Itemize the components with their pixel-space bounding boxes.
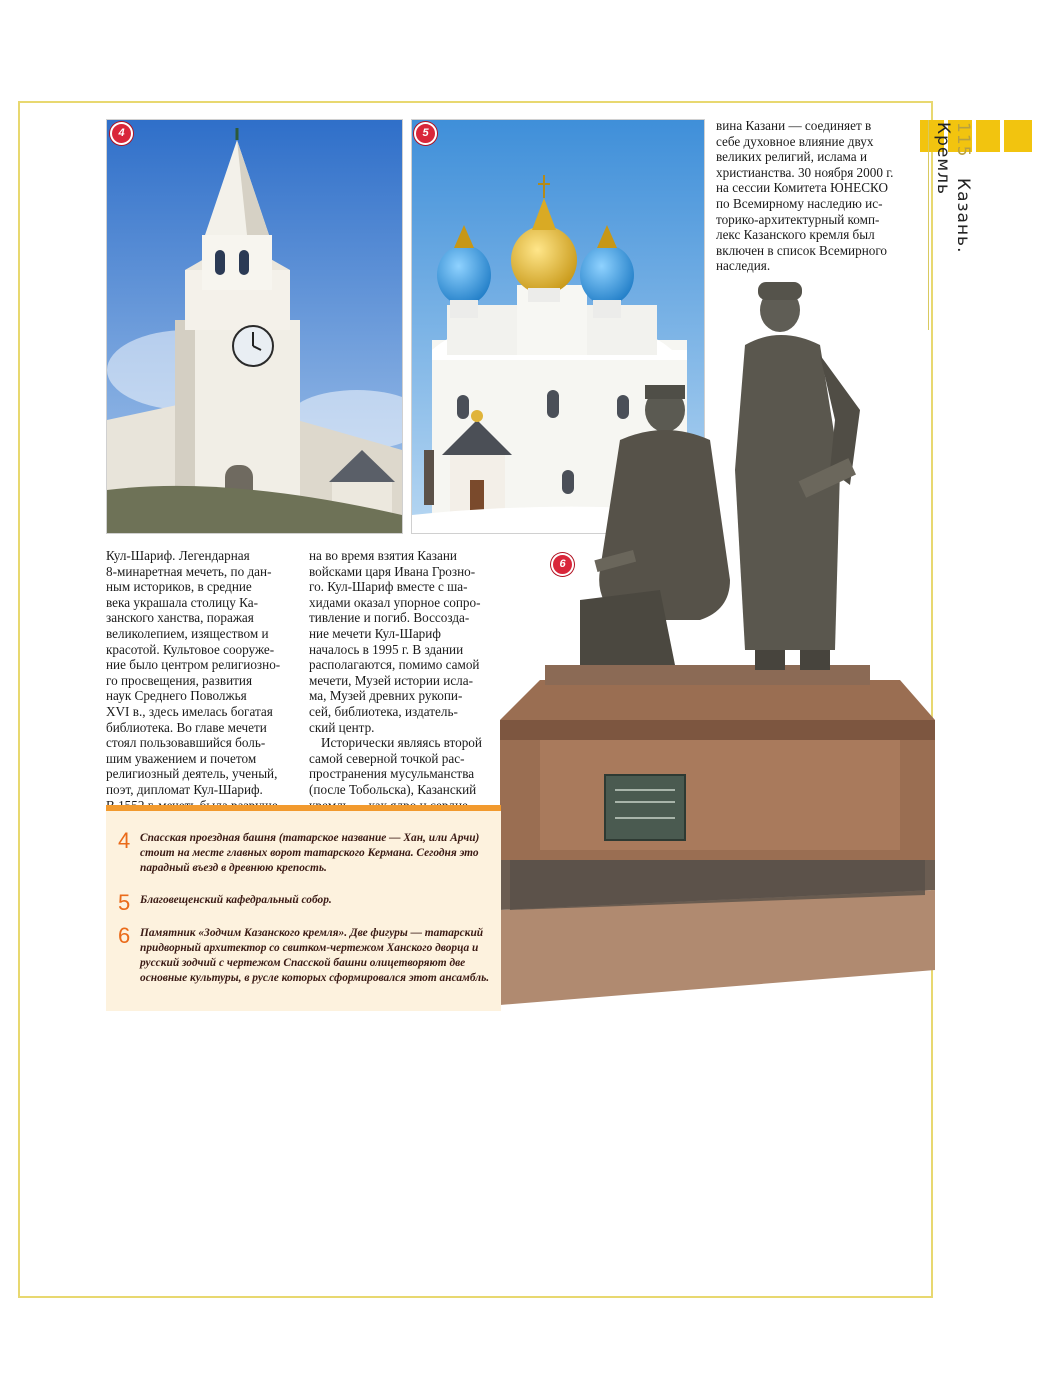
text-line: 8-минаретная мечеть, по дан- [106, 563, 272, 579]
photo-badge-6: 6 [551, 553, 574, 576]
caption-text: Спасская проездная башня (татарское название — Хан, или Арчи) стоит на месте главных ворот татарского Кермана. Сегодня это парадный въезд в древнюю крепость. [140, 832, 480, 874]
text-line: ние мечети Кул-Шариф [309, 625, 441, 641]
text-line: на во время взятия Казани [309, 548, 457, 563]
text-line: века украшала столицу Ка- [106, 594, 258, 610]
text-line: началось в 1995 г. В здании [309, 641, 464, 657]
text-line: войсками царя Ивана Грозно- [309, 563, 476, 579]
text-line: XVI в., здесь имелась богатая [106, 703, 273, 719]
text-line: го. Кул-Шариф вместе с ша- [309, 579, 468, 595]
text-column-1 [106, 548, 301, 813]
caption-item-5 [118, 890, 490, 915]
text-line: поэт, дипломат Кул-Шариф. [106, 781, 263, 797]
frame-bottom-line [18, 1296, 932, 1298]
text-line: хидами оказал упорное сопро- [309, 594, 481, 610]
text-line: христианства. 30 ноября 2000 г. [716, 164, 894, 180]
photo-badge-5: 5 [414, 122, 437, 145]
text-line: наследия. [716, 258, 771, 274]
text-line: Кул-Шариф. Легендарная [106, 548, 250, 563]
spasskaya-tower-illustration [107, 120, 402, 533]
text-line: тивление и погиб. Воссозда- [309, 610, 470, 626]
text-line: себе духовное влияние двух [716, 133, 874, 149]
caption-number: 6 [118, 923, 131, 948]
text-line: библиотека. Во главе мечети [106, 719, 267, 735]
architects-monument-photo [500, 270, 935, 1005]
text-line: самой северной точкой рас- [309, 750, 465, 766]
text-line: сей, библиотека, издатель- [309, 703, 458, 719]
text-line: торико-архитектурный комп- [716, 211, 880, 227]
text-line: располагаются, помимо самой [309, 657, 480, 673]
section-title: Казань. Кремль [933, 122, 973, 254]
page-number: 115 [953, 122, 973, 158]
caption-text: Памятник «Зодчим Казанского кремля». Две фигуры — татарский придворный архитектор со свитком-чертежом Ханского дворца и русский зодчий с чертежом Спасской башни олицетворяют две основные культуры, в русле которых сформировался этот ансамбль. [140, 927, 490, 984]
text-line: Исторически являясь второй [321, 735, 482, 751]
text-column-3 [716, 118, 921, 274]
caption-number: 4 [118, 828, 131, 853]
text-line: занского ханства, поражая [106, 610, 254, 626]
text-line: по Всемирному наследию ис- [716, 195, 883, 211]
tab-block [976, 120, 1000, 152]
text-line: стоял пользовавшийся боль- [106, 735, 266, 751]
frame-top-line [18, 101, 932, 103]
text-line: шим уважением и почетом [106, 750, 257, 766]
caption-item-4 [118, 828, 490, 876]
text-line: пространения мусульманства [309, 766, 475, 782]
caption-number: 5 [118, 890, 131, 915]
caption-item-6 [118, 923, 490, 986]
text-line: го просвещения, развития [106, 672, 253, 688]
text-line: наук Среднего Поволжья [106, 688, 247, 704]
text-line: (после Тобольска), Казанский [309, 781, 477, 797]
text-line: мечети, Музей истории исла- [309, 672, 474, 688]
text-line: ский центр. [309, 719, 375, 735]
captions-box [106, 805, 501, 1011]
text-line: великих религий, ислама и [716, 149, 868, 165]
text-line: религиозный деятель, ученый, [106, 766, 278, 782]
caption-text: Благовещенский кафедральный собор. [140, 894, 332, 906]
text-line: на сессии Комитета ЮНЕСКО [716, 180, 889, 196]
photo-badge-4: 4 [110, 122, 133, 145]
architects-monument-illustration [500, 270, 935, 1005]
text-line: красотой. Культовое сооруже- [106, 641, 275, 657]
text-column-2 [309, 548, 501, 813]
frame-left-line [18, 101, 20, 1298]
spasskaya-tower-photo [106, 119, 403, 534]
text-line: включен в список Всемирного [716, 242, 888, 258]
text-line: лекс Казанского кремля был [716, 227, 875, 243]
tab-block [1004, 120, 1032, 152]
text-line: ным историков, в средние [106, 579, 252, 595]
text-line: вина Казани — соединяет в [716, 118, 872, 133]
text-line: великолепием, изяществом и [106, 625, 269, 641]
text-line: ние было центром религиозно- [106, 657, 281, 673]
text-line: ма, Музей древних рукопи- [309, 688, 463, 704]
